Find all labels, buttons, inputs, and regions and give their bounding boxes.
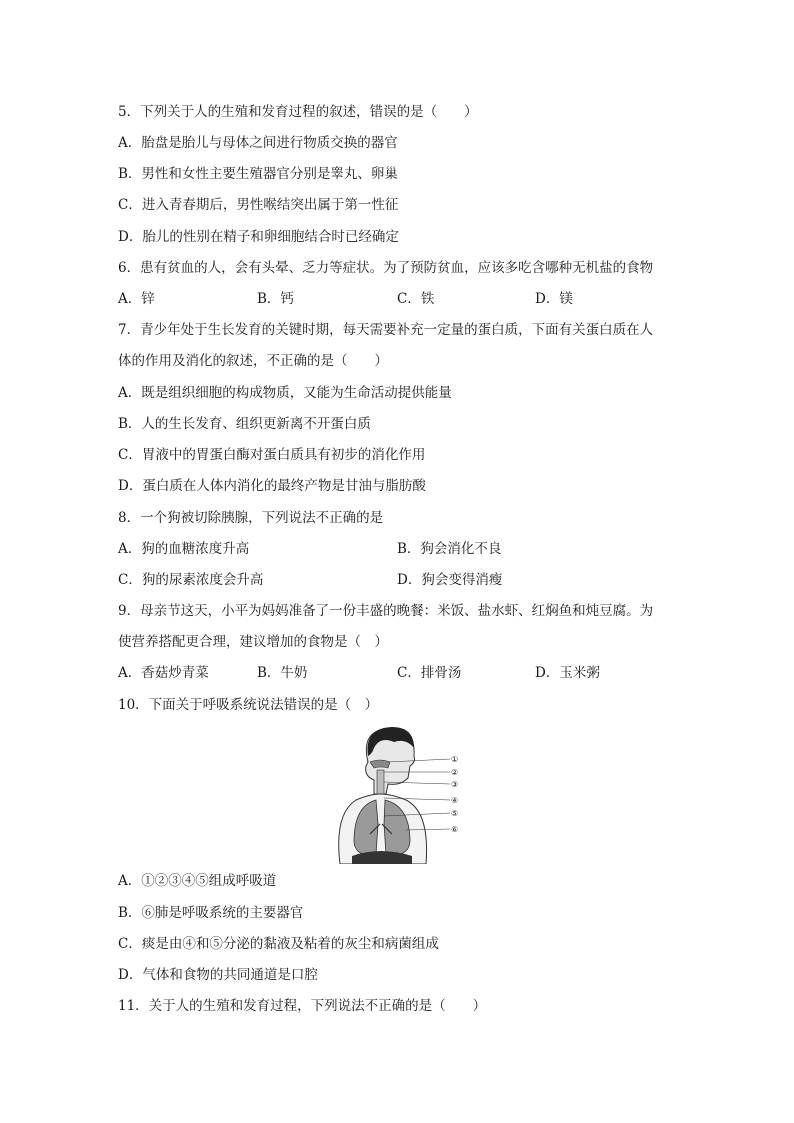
figure-label-5: ⑤ [451, 809, 459, 818]
q9-stem-line1: 9．母亲节这天，小平为妈妈准备了一份丰盛的晚餐：米饭、盐水虾、红焖鱼和炖豆腐。为 [118, 603, 654, 619]
q5-stem: 5．下列关于人的生殖和发育过程的叙述，错误的是（ ） [118, 104, 478, 120]
q7-stem-line2: 体的作用及消化的叙述，不正确的是（ ） [118, 353, 388, 369]
q7-option-c: C．胃液中的胃蛋白酶对蛋白质具有初步的消化作用 [118, 447, 426, 463]
q8-option-d: D．狗会变得消瘦 [397, 572, 503, 588]
figure-label-2: ② [451, 768, 459, 777]
figure-label-6: ⑥ [451, 825, 459, 834]
q8-option-c: C．狗的尿素浓度会升高 [118, 572, 264, 588]
q8-stem: 8．一个狗被切除胰腺，下列说法不正确的是 [118, 510, 384, 526]
q9-option-c: C．排骨汤 [397, 665, 462, 681]
q10-stem: 10．下面关于呼吸系统说法错误的是（ ） [118, 697, 379, 713]
q10-option-a: A．①②③④⑤组成呼吸道 [118, 873, 277, 889]
figure-label-3: ③ [451, 780, 459, 789]
q10-option-b: B．⑥肺是呼吸系统的主要器官 [118, 905, 304, 921]
q9-option-a: A．香菇炒青菜 [118, 665, 209, 681]
q5-option-c: C．进入青春期后，男性喉结突出属于第一性征 [118, 197, 399, 213]
q6-option-b: B．钙 [257, 291, 294, 307]
q5-option-b: B．男性和女性主要生殖器官分别是睾丸、卵巢 [118, 166, 398, 182]
q7-option-d: D．蛋白质在人体内消化的最终产物是甘油与脂肪酸 [118, 478, 426, 494]
q6-option-a: A．锌 [118, 291, 155, 307]
q6-option-c: C．铁 [397, 291, 435, 307]
q9-option-b: B．牛奶 [257, 665, 308, 681]
q6-option-d: D．镁 [535, 291, 573, 307]
respiratory-system-figure [330, 722, 470, 864]
q8-option-a: A．狗的血糖浓度升高 [118, 541, 250, 557]
q10-option-d: D．气体和食物的共同通道是口腔 [118, 967, 318, 983]
q8-option-b: B．狗会消化不良 [397, 541, 502, 557]
q9-stem-line2: 使营养搭配更合理，建议增加的食物是（ ） [118, 634, 388, 650]
q5-option-d: D．胎儿的性别在精子和卵细胞结合时已经确定 [118, 229, 399, 245]
q6-stem: 6．患有贫血的人，会有头晕、乏力等症状。为了预防贫血，应该多吃含哪种无机盐的食物 [118, 260, 654, 276]
q10-option-c: C．痰是由④和⑤分泌的黏液及粘着的灰尘和病菌组成 [118, 936, 439, 952]
q7-option-b: B．人的生长发育、组织更新离不开蛋白质 [118, 416, 371, 432]
figure-label-4: ④ [451, 796, 459, 805]
q7-stem-line1: 7．青少年处于生长发育的关键时期，每天需要补充一定量的蛋白质，下面有关蛋白质在人 [118, 322, 654, 338]
q11-stem: 11．关于人的生殖和发育过程，下列说法不正确的是（ ） [118, 998, 487, 1014]
q7-option-a: A．既是组织细胞的构成物质，又能为生命活动提供能量 [118, 385, 452, 401]
figure-label-1: ① [451, 755, 459, 764]
q9-option-d: D．玉米粥 [535, 665, 600, 681]
q5-option-a: A．胎盘是胎儿与母体之间进行物质交换的器官 [118, 135, 398, 151]
